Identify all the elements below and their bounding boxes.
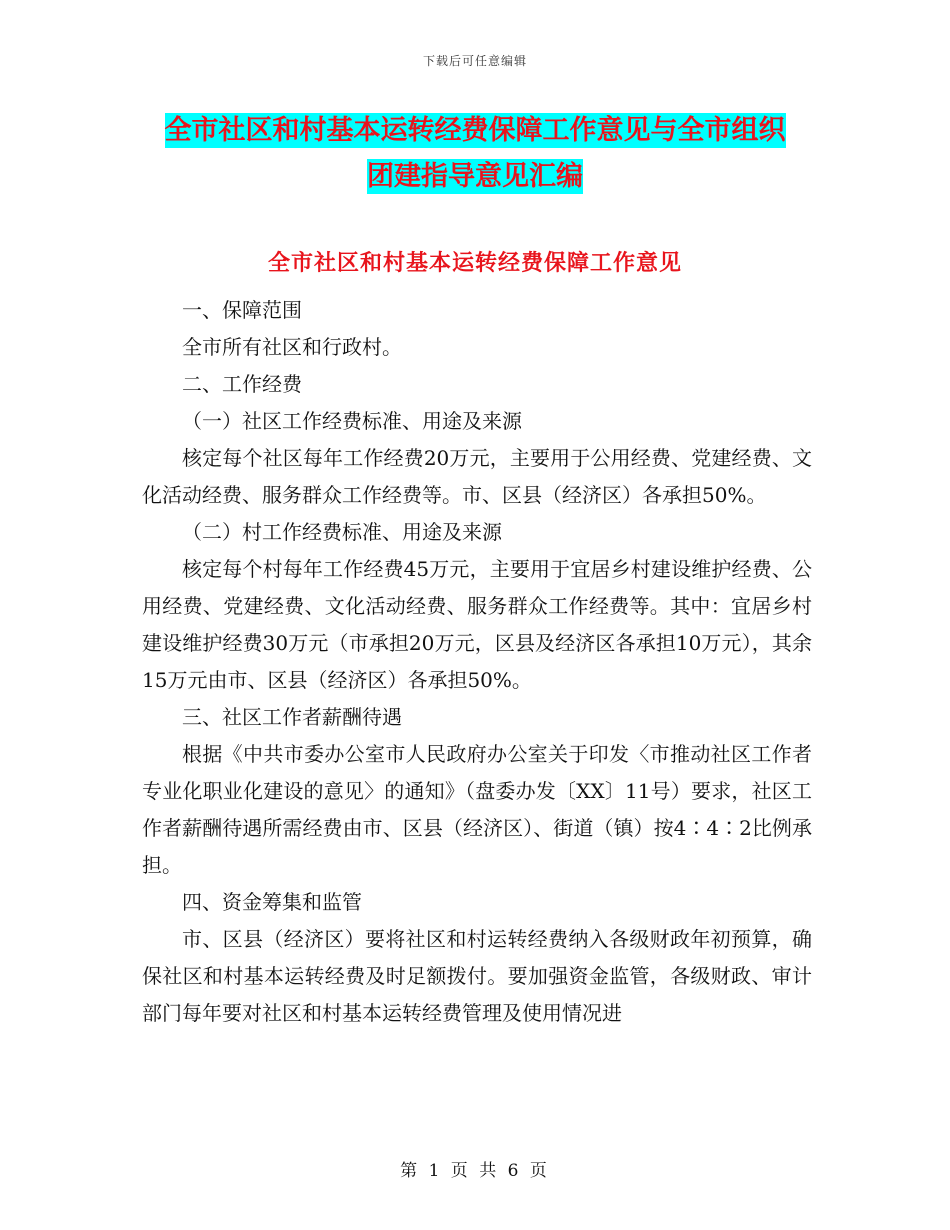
subheading-village-funding: （二）村工作经费标准、用途及来源	[182, 520, 502, 544]
heading-salary: 三、社区工作者薪酬待遇	[182, 705, 402, 729]
subheading-community-funding: （一）社区工作经费标准、用途及来源	[182, 409, 522, 433]
section-title: 全市社区和村基本运转经费保障工作意见	[267, 251, 682, 276]
document-title-line-1: 全市社区和村基本运转经费保障工作意见与全市组织	[164, 115, 786, 146]
page-number: 第 1 页 共 6 页	[400, 1161, 550, 1181]
paragraph-village-funding: 核定每个村每年工作经费45万元，主要用于宜居乡村建设维护经费、公用经费、党建经费、文化活动经费、服务群众工作经费等。其中：宜居乡村建设维护经费30万元（市承担20万元，区县及经济区各承担10万元），其余15万元由市、区县（经济区）各承担50%。	[142, 557, 812, 692]
document-body	[142, 292, 812, 1032]
header-note: 下载后可任意编辑	[422, 54, 527, 68]
paragraph-scope: 全市所有社区和行政村。	[182, 335, 402, 359]
paragraph-community-funding: 核定每个社区每年工作经费20万元，主要用于公用经费、党建经费、文化活动经费、服务群众工作经费等。市、区县（经济区）各承担50%。	[142, 446, 812, 507]
paragraph-salary: 根据《中共市委办公室市人民政府办公室关于印发〈市推动社区工作者专业化职业化建设的意见〉的通知》（盘委办发〔XX〕11号）要求，社区工作者薪酬待遇所需经费由市、区县（经济区）、街道（镇）按4∶4∶2比例承担。	[142, 742, 812, 877]
document-title	[120, 108, 830, 200]
heading-supervision: 四、资金筹集和监管	[182, 890, 362, 914]
heading-funding: 二、工作经费	[182, 372, 302, 396]
paragraph-supervision: 市、区县（经济区）要将社区和村运转经费纳入各级财政年初预算，确保社区和村基本运转经费及时足额拨付。要加强资金监管，各级财政、审计部门每年要对社区和村基本运转经费管理及使用情况进	[142, 927, 812, 1025]
document-title-line-2: 团建指导意见汇编	[367, 161, 583, 192]
heading-scope: 一、保障范围	[182, 298, 302, 322]
